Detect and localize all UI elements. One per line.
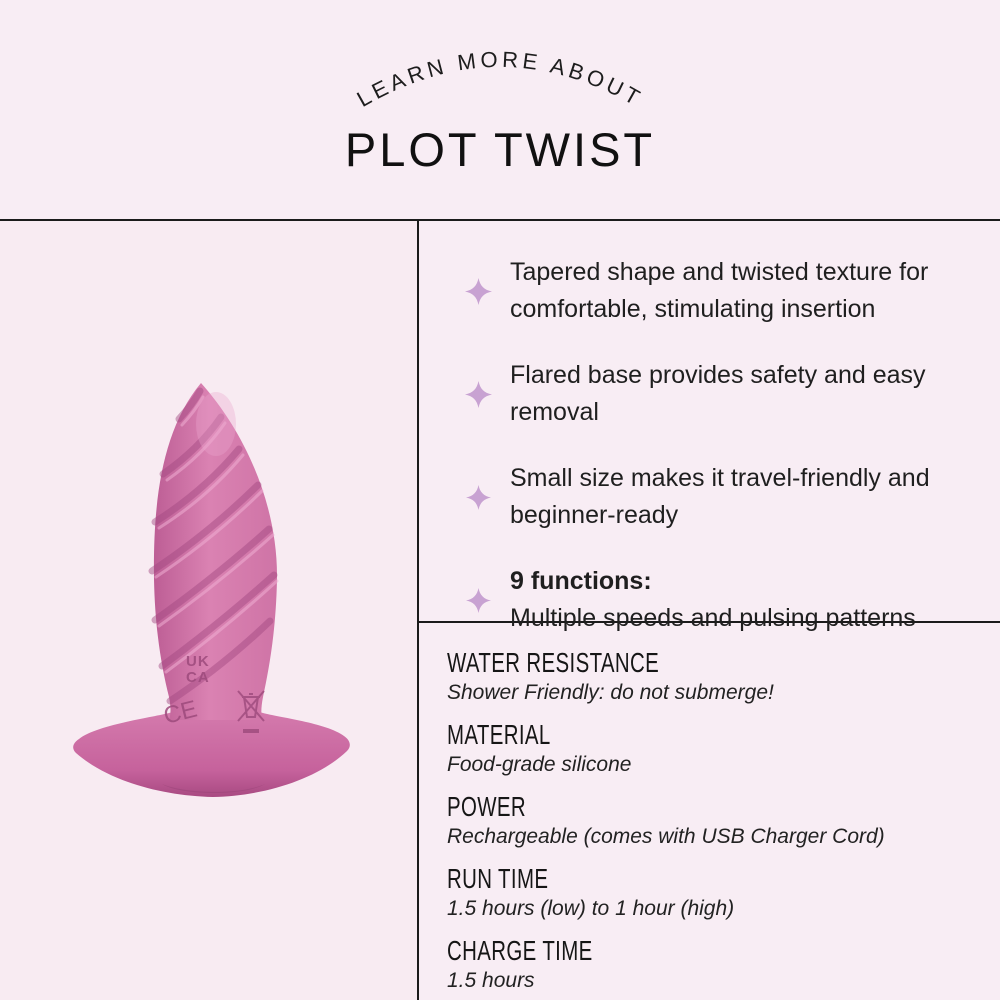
sparkle-icon: [463, 278, 493, 305]
spec-item: [447, 647, 984, 706]
spec-item: [447, 935, 984, 994]
feature-line: comfortable, stimulating insertion: [510, 295, 876, 323]
spec-value: 1.5 hours (low) to 1 hour (high): [447, 897, 735, 920]
spec-list: [419, 623, 1000, 1000]
feature-line: Multiple speeds and pulsing patterns: [510, 604, 916, 632]
ukca-mark-line1: UK: [186, 653, 210, 670]
eyebrow-label: LEARN MORE ABOUT: [352, 46, 648, 112]
sparkle-icon: [463, 588, 493, 613]
spec-value: 1.5 hours: [447, 969, 535, 992]
curved-eyebrow-text: [0, 18, 1000, 128]
feature-line-bold: 9 functions:: [510, 567, 652, 595]
feature-item: [463, 460, 980, 534]
tip-highlight: [196, 392, 236, 456]
header: [0, 0, 1000, 220]
feature-line: beginner-ready: [510, 501, 679, 529]
page-title: PLOT TWIST: [344, 123, 656, 176]
spec-item: [447, 719, 984, 778]
spec-item: [447, 863, 984, 922]
sparkle-icon: [463, 381, 493, 408]
spec-value: Shower Friendly: do not submerge!: [447, 681, 774, 704]
product-panel: [0, 221, 417, 1000]
product-base: [73, 708, 350, 797]
spec-label: MATERIAL: [447, 719, 551, 750]
spec-value: Food-grade silicone: [447, 753, 632, 776]
spec-label: WATER RESISTANCE: [447, 647, 660, 678]
feature-line: Tapered shape and twisted texture for: [510, 258, 929, 286]
feature-line: Flared base provides safety and easy: [510, 361, 926, 389]
spec-label: POWER: [447, 791, 527, 822]
svg-text:LEARN MORE ABOUT: [353, 47, 648, 112]
feature-text: [510, 460, 930, 534]
feature-line: removal: [510, 398, 599, 426]
spec-label: CHARGE TIME: [447, 935, 593, 966]
feature-list: [419, 221, 1000, 632]
ukca-mark-line2: CA: [186, 669, 210, 686]
feature-item: [463, 254, 980, 328]
spec-value: Rechargeable (comes with USB Charger Cord): [447, 825, 885, 848]
spec-item: [447, 791, 984, 850]
spec-label: RUN TIME: [447, 863, 549, 894]
product-image: [66, 379, 358, 807]
feature-text: [510, 357, 926, 431]
sparkle-icon: [463, 485, 493, 510]
feature-text: [510, 254, 928, 328]
feature-item: [463, 357, 980, 431]
ce-mark: CE: [160, 695, 200, 730]
feature-line: Small size makes it travel-friendly and: [510, 464, 930, 492]
